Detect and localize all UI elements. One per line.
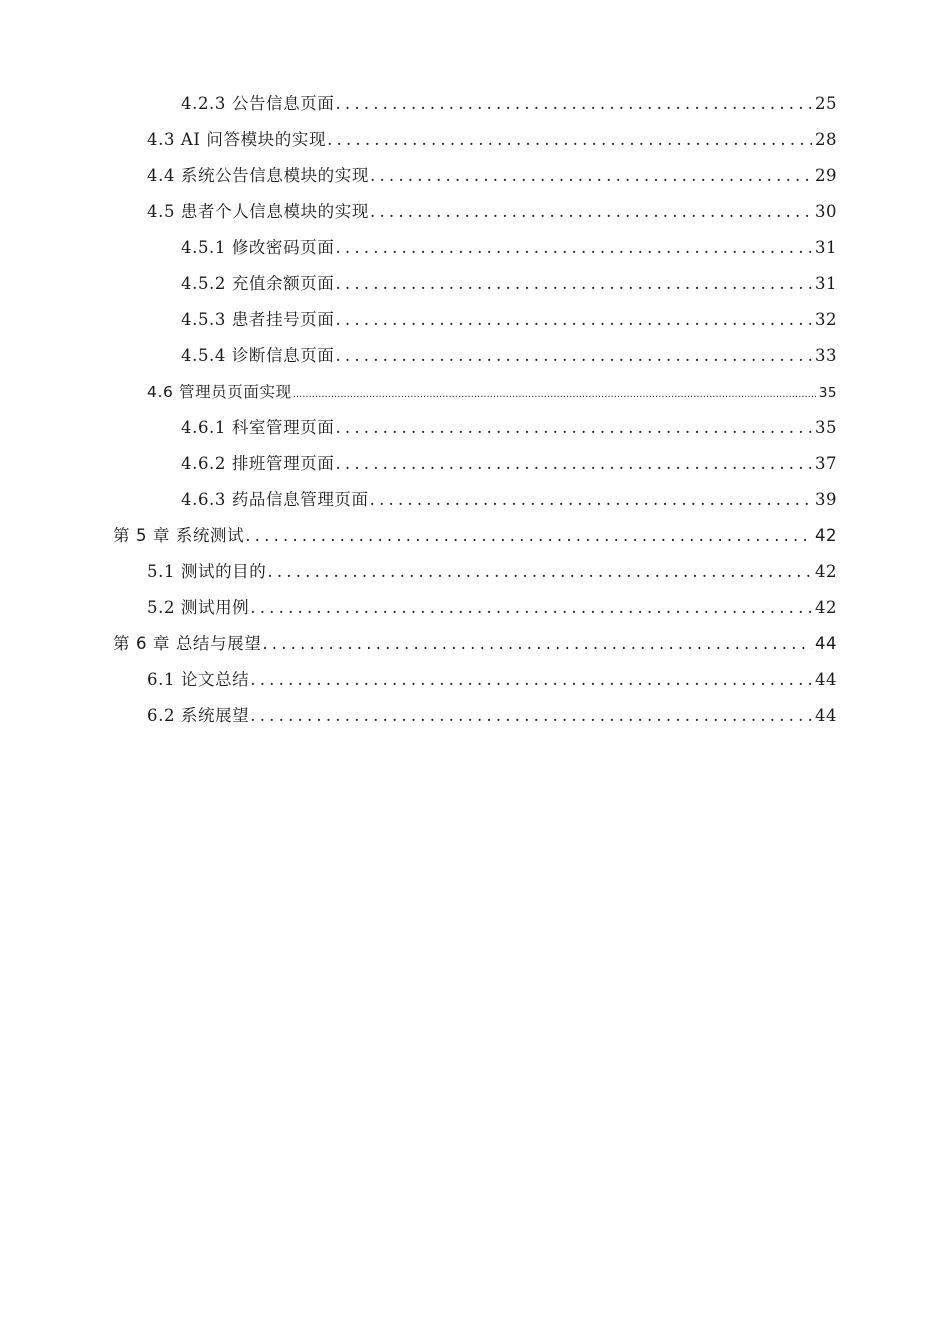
toc-entry[interactable] (147, 194, 837, 230)
toc-dot-leader (262, 626, 812, 662)
toc-page-number: 29 (815, 166, 837, 185)
toc-page-number: 37 (815, 454, 837, 473)
toc-page-number: 31 (815, 238, 837, 257)
toc-dot-leader (335, 410, 812, 446)
toc-page-number: 42 (815, 598, 837, 617)
toc-page-number: 28 (815, 130, 837, 149)
toc-page-number: 44 (815, 706, 837, 725)
toc-entry-title: 4.6.2 排班管理页面 (181, 454, 335, 473)
toc-page-number: 39 (815, 490, 837, 509)
toc-page-number: 35 (818, 385, 837, 401)
toc-page-number: 33 (815, 346, 837, 365)
toc-entry-title: 6.1 论文总结 (147, 670, 250, 689)
toc-page-number: 44 (815, 670, 837, 689)
toc-page-number: 42 (815, 562, 837, 581)
toc-entry[interactable] (181, 338, 837, 374)
toc-entry[interactable] (181, 266, 837, 302)
toc-dot-leader (335, 230, 812, 266)
toc-entry-title: 第 6 章 总结与展望 (113, 634, 262, 653)
toc-dot-leader (335, 302, 812, 338)
toc-entry-title: 4.3 AI 问答模块的实现 (147, 130, 327, 149)
toc-entry[interactable] (147, 122, 837, 158)
toc-entry[interactable] (181, 410, 837, 446)
toc-entry[interactable] (147, 374, 837, 410)
toc-page-number: 30 (815, 202, 837, 221)
toc-entry[interactable] (147, 662, 837, 698)
toc-dot-leader (370, 194, 812, 230)
toc-dot-leader (335, 266, 812, 302)
toc-entry-title: 4.5 患者个人信息模块的实现 (147, 202, 369, 221)
toc-dot-leader (335, 338, 812, 374)
toc-entry-title: 5.2 测试用例 (147, 598, 250, 617)
toc-dot-leader (267, 554, 812, 590)
toc-dot-leader (335, 446, 812, 482)
toc-entry-title: 4.5.1 修改密码页面 (181, 238, 335, 257)
toc-entry[interactable] (147, 698, 837, 734)
toc-entry-title: 4.6.3 药品信息管理页面 (181, 490, 369, 509)
toc-entry-title: 第 5 章 系统测试 (113, 526, 245, 545)
toc-dot-leader (370, 482, 812, 518)
toc-page-number: 44 (815, 634, 837, 653)
toc-entry-title: 4.5.3 患者挂号页面 (181, 310, 335, 329)
toc-entry-title: 4.5.4 诊断信息页面 (181, 346, 335, 365)
toc-dot-leader (250, 698, 812, 734)
toc-entry[interactable] (181, 302, 837, 338)
toc-dot-leader (327, 122, 812, 158)
toc-dot-leader (335, 86, 812, 122)
toc-entry[interactable] (181, 86, 837, 122)
toc-entry[interactable] (181, 230, 837, 266)
toc-dot-leader (370, 158, 812, 194)
toc-page-number: 25 (815, 94, 837, 113)
toc-entry-title: 4.2.3 公告信息页面 (181, 94, 335, 113)
toc-dot-leader (245, 518, 812, 554)
toc-entry-title: 5.1 测试的目的 (147, 562, 267, 581)
toc-entry[interactable] (147, 590, 837, 626)
toc-entry[interactable] (147, 158, 837, 194)
toc-dot-leader (250, 590, 812, 626)
toc-entry[interactable] (181, 482, 837, 518)
toc-entry[interactable] (147, 554, 837, 590)
toc-dot-leader (293, 377, 816, 413)
toc-entry-title: 4.4 系统公告信息模块的实现 (147, 166, 369, 185)
toc-page-number: 32 (815, 310, 837, 329)
toc-page-number: 42 (815, 526, 837, 545)
toc-dot-leader (250, 662, 812, 698)
toc-entry-title: 4.6 管理员页面实现 (147, 383, 292, 401)
toc-entry-title: 6.2 系统展望 (147, 706, 250, 725)
toc-entry-title: 4.5.2 充值余额页面 (181, 274, 335, 293)
toc-page-number: 31 (815, 274, 837, 293)
toc-chapter-entry[interactable] (113, 626, 837, 662)
toc-entry-title: 4.6.1 科室管理页面 (181, 418, 335, 437)
toc-entry[interactable] (181, 446, 837, 482)
toc-chapter-entry[interactable] (113, 518, 837, 554)
toc-page-number: 35 (815, 418, 837, 437)
